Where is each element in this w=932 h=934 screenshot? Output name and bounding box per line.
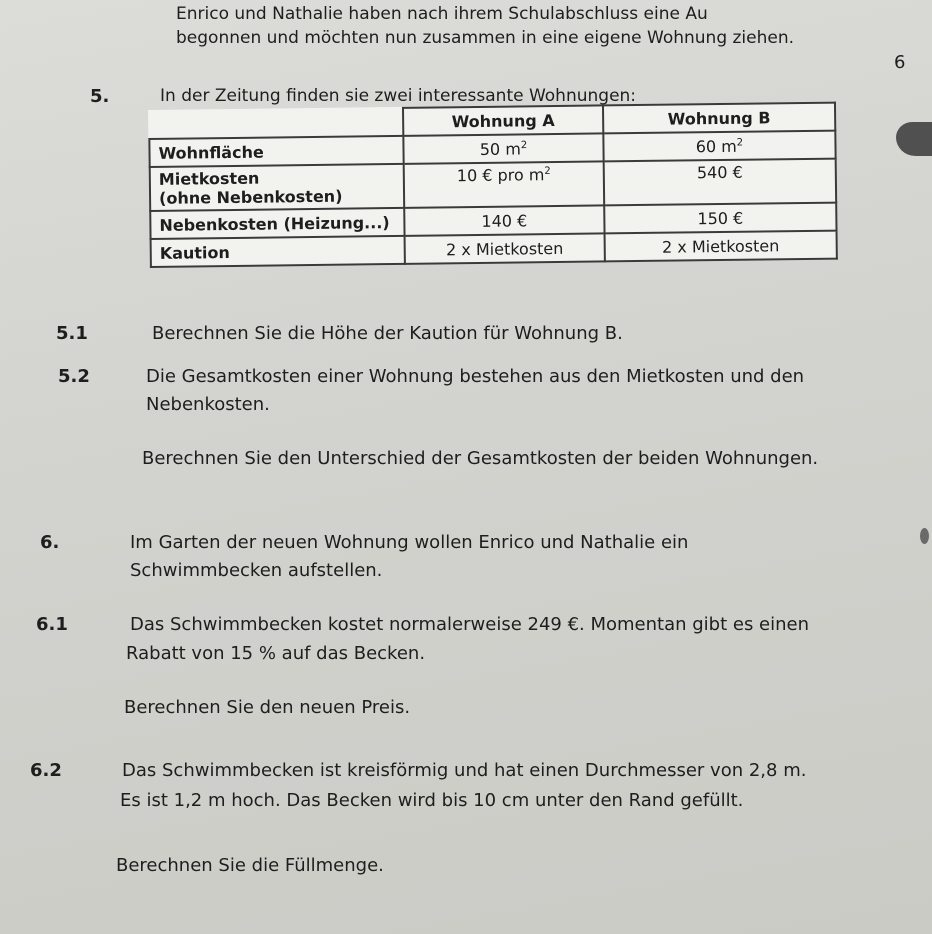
row-label: Nebenkosten (Heizung...) (150, 208, 404, 239)
intro-line-1: Enrico und Nathalie haben nach ihrem Schulabschluss eine Au (176, 4, 708, 24)
task-5-1-text: Berechnen Sie die Höhe der Kaution für Wohnung B. (152, 323, 623, 344)
page-shadow-mark (896, 122, 932, 156)
points-label: 6 (894, 52, 906, 73)
row-label: Mietkosten (ohne Nebenkosten) (150, 164, 405, 211)
page-shadow-mark (920, 528, 929, 544)
task-6-2-number: 6.2 (30, 760, 62, 781)
header-wohnung-a: Wohnung A (403, 105, 603, 135)
row-label: Wohnfläche (149, 136, 403, 167)
task-5-2-line-2: Nebenkosten. (146, 394, 270, 415)
task-5-text: In der Zeitung finden sie zwei interessante Wohnungen: (160, 86, 637, 106)
row-label: Kaution (151, 236, 405, 267)
task-6-1-question: Berechnen Sie den neuen Preis. (124, 697, 411, 718)
cell-b: 540 € (604, 159, 837, 206)
cell-a: 10 € pro $m^2$ (404, 161, 605, 207)
table-corner-cell (149, 108, 403, 139)
task-6-number: 6. (40, 532, 60, 553)
task-6-2-question: Berechnen Sie die Füllmenge. (116, 855, 384, 876)
task-6-1-line-2: Rabatt von 15 % auf das Becken. (126, 643, 426, 664)
task-6-2-line-2: Es ist 1,2 m hoch. Das Becken wird bis 10 cm unter den Rand gefüllt. (120, 790, 744, 811)
cell-a: 50 $m^2$ (403, 133, 603, 163)
task-6-line-2: Schwimmbecken aufstellen. (130, 560, 383, 581)
cell-b: 150 € (604, 203, 836, 234)
intro-line-2: begonnen und möchten nun zusammen in eine eigene Wohnung ziehen. (176, 28, 795, 48)
apartment-table (148, 102, 838, 268)
cell-b: 2 x Mietkosten (605, 231, 837, 262)
task-5-2-line-1: Die Gesamtkosten einer Wohnung bestehen aus den Mietkosten und den (146, 366, 805, 387)
task-6-2-line-1: Das Schwimmbecken ist kreisförmig und hat einen Durchmesser von 2,8 m. (122, 760, 807, 781)
header-wohnung-b: Wohnung B (603, 103, 835, 134)
cell-a: 2 x Mietkosten (405, 233, 605, 263)
task-5-1-number: 5.1 (56, 323, 88, 344)
task-5-number: 5. (90, 86, 110, 107)
task-5-2-number: 5.2 (58, 366, 90, 387)
cell-b: 60 $m^2$ (603, 131, 835, 162)
task-6-1-line-1: Das Schwimmbecken kostet normalerweise 249 €. Momentan gibt es einen (130, 614, 810, 635)
task-6-line-1: Im Garten der neuen Wohnung wollen Enrico und Nathalie ein (130, 532, 689, 553)
task-6-1-number: 6.1 (36, 614, 68, 635)
cell-a: 140 € (404, 205, 604, 235)
task-5-2-question: Berechnen Sie den Unterschied der Gesamtkosten der beiden Wohnungen. (142, 448, 819, 469)
